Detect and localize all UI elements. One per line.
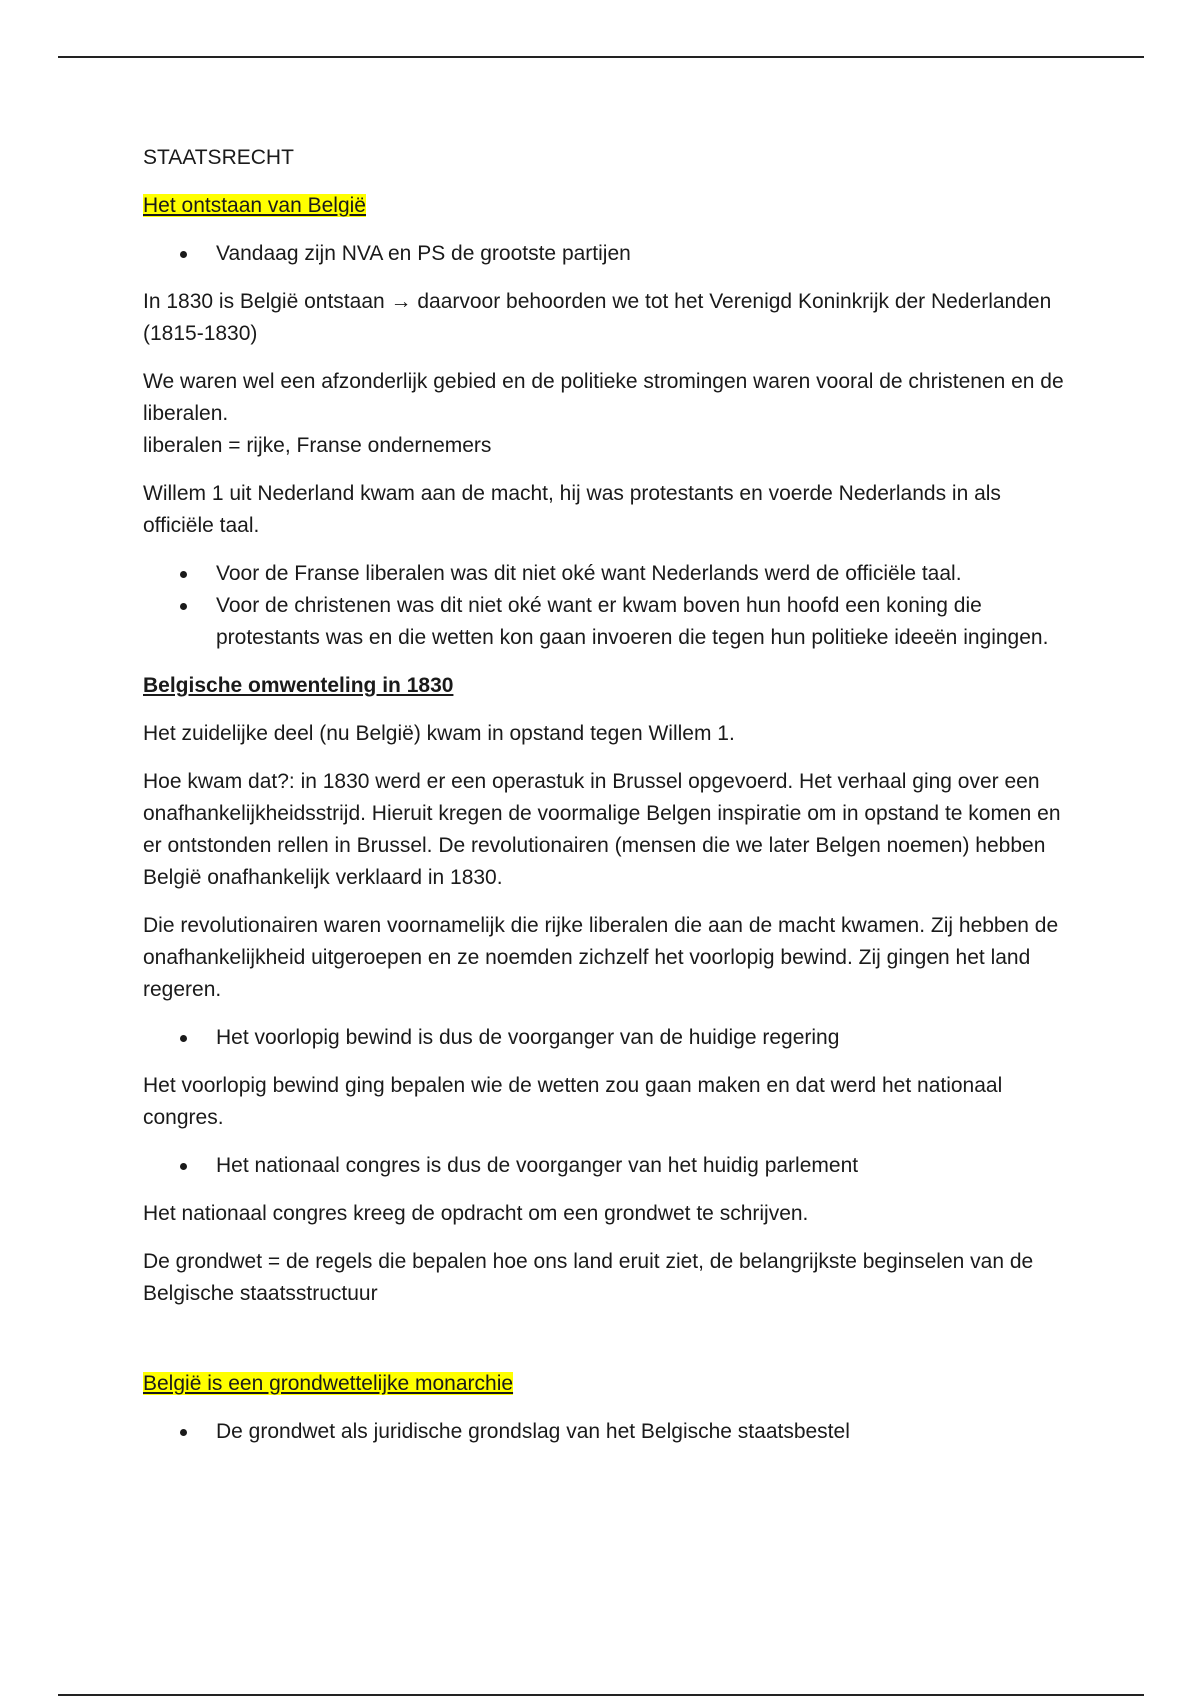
bullet-list bbox=[143, 1150, 1073, 1182]
bullet-list bbox=[143, 1416, 1073, 1448]
bullet-list bbox=[143, 558, 1073, 654]
bullet-icon bbox=[180, 571, 187, 578]
paragraph: Het zuidelijke deel (nu België) kwam in opstand tegen Willem 1. bbox=[143, 722, 735, 745]
list-item: De grondwet als juridische grondslag van het Belgische staatsbestel bbox=[143, 1416, 1073, 1448]
bullet-list bbox=[143, 238, 1073, 270]
document-body bbox=[143, 142, 1073, 1464]
heading-ontstaan: Het ontstaan van België bbox=[143, 194, 366, 217]
paragraph: Willem 1 uit Nederland kwam aan de macht, hij was protestants en voerde Nederlands in als officiële taal. bbox=[143, 482, 1001, 537]
list-item: Vandaag zijn NVA en PS de grootste partijen bbox=[143, 238, 1073, 270]
paragraph: In 1830 is België ontstaan → daarvoor behoorden we tot het Verenigd Koninkrijk der Nederlanden (1815-1830) bbox=[143, 290, 1052, 345]
footer-rule bbox=[58, 1694, 1144, 1696]
bullet-icon bbox=[180, 1035, 187, 1042]
heading-omwenteling: Belgische omwenteling in 1830 bbox=[143, 674, 454, 697]
paragraph: Die revolutionairen waren voornamelijk die rijke liberalen die aan de macht kwamen. Zij hebben de onafhankelijkheid uitgeroepen en ze noemden zichzelf het voorlopig bewind. Zij gingen het land regeren. bbox=[143, 914, 1059, 1001]
paragraph: Hoe kwam dat?: in 1830 werd er een operastuk in Brussel opgevoerd. Het verhaal ging over een onafhankelijkheidsstrijd. Hieruit kregen de voormalige Belgen inspiratie om in opstand te komen en er ontstonden rellen in Brussel. De revolutionairen (mensen die we later Belgen noemen) hebben België onafhankelijk verklaard in 1830. bbox=[143, 770, 1061, 889]
paragraph: We waren wel een afzonderlijk gebied en de politieke stromingen waren vooral de christenen en de liberalen. liberalen = rijke, Franse ondernemers bbox=[143, 370, 1064, 457]
header-rule bbox=[58, 56, 1144, 58]
bullet-icon bbox=[180, 603, 187, 610]
bullet-icon bbox=[180, 251, 187, 258]
list-item: Het voorlopig bewind is dus de voorganger van de huidige regering bbox=[143, 1022, 1073, 1054]
bullet-icon bbox=[180, 1429, 187, 1436]
bullet-list bbox=[143, 1022, 1073, 1054]
document-title: STAATSRECHT bbox=[143, 146, 294, 169]
list-item: Het nationaal congres is dus de voorganger van het huidig parlement bbox=[143, 1150, 1073, 1182]
paragraph: De grondwet = de regels die bepalen hoe ons land eruit ziet, de belangrijkste beginselen van de Belgische staatsstructuur bbox=[143, 1250, 1034, 1305]
bullet-icon bbox=[180, 1163, 187, 1170]
blank-line bbox=[143, 1326, 1073, 1368]
paragraph: Het voorlopig bewind ging bepalen wie de wetten zou gaan maken en dat werd het nationaal congres. bbox=[143, 1074, 1003, 1129]
list-item: Voor de Franse liberalen was dit niet oké want Nederlands werd de officiële taal. bbox=[143, 558, 1073, 590]
heading-monarchie: België is een grondwettelijke monarchie bbox=[143, 1372, 514, 1395]
paragraph: Het nationaal congres kreeg de opdracht om een grondwet te schrijven. bbox=[143, 1202, 809, 1225]
list-item: Voor de christenen was dit niet oké want er kwam boven hun hoofd een koning die protestants was en die wetten kon gaan invoeren die tegen hun politieke ideeën ingingen. bbox=[143, 590, 1073, 654]
